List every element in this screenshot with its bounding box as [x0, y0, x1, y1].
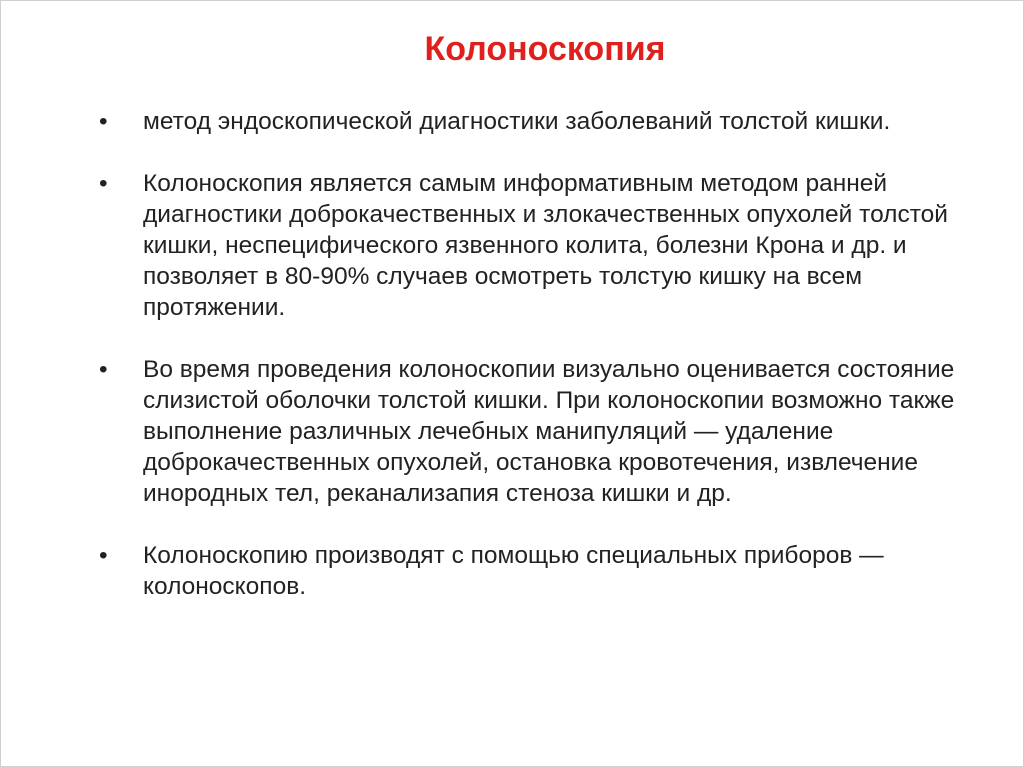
- bullet-icon: •: [99, 356, 108, 383]
- bullet-text: метод эндоскопической диагностики заболеваний толстой кишки.: [143, 108, 891, 135]
- bullet-icon: •: [99, 542, 108, 569]
- bullet-text: Во время проведения колоноскопии визуально оценивается состояние слизистой оболочки толстой кишки. При колоноскопии возможно также выполнение различных лечебных манипуляций — удаление доброкачественных опухолей, остановка кровотечения, извлечение инородных тел, реканализапия стеноза кишки и др.: [143, 356, 955, 507]
- bullet-item: [93, 354, 963, 509]
- bullet-text: Колоноскопию производят с помощью специальных приборов — колоноскопов.: [143, 542, 884, 600]
- bullet-icon: •: [99, 170, 108, 197]
- bullet-item: [93, 168, 963, 323]
- bullet-list: [93, 106, 963, 633]
- slide-title: Колоноскопия: [424, 30, 666, 68]
- bullet-item: [93, 540, 963, 602]
- bullet-icon: •: [99, 108, 108, 135]
- bullet-item: [93, 106, 963, 137]
- bullet-text: Колоноскопия является самым информативным методом ранней диагностики доброкачественных и злокачественных опухолей толстой кишки, неспецифического язвенного колита, болезни Крона и др. и позволяет в 80-90% случаев осмотреть толстую кишку на всем протяжении.: [143, 170, 948, 321]
